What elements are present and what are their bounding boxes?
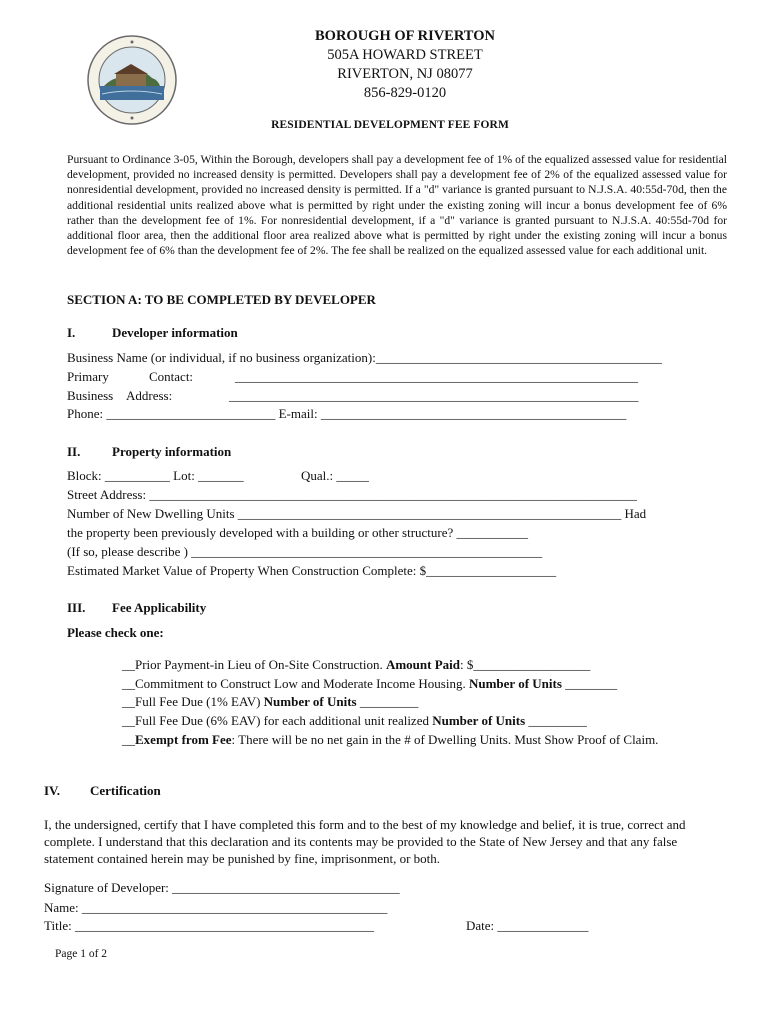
fee-option-full-fee-1pct[interactable]: __Full Fee Due (1% EAV) Number of Units _________ [122, 694, 419, 709]
business-address-field[interactable]: _______________________________________________________________ [229, 388, 639, 403]
fee-option-prior-payment[interactable]: __Prior Payment-in Lieu of On-Site Construction. Amount Paid: $__________________ [122, 657, 591, 672]
developer-section-heading: Developer information [112, 325, 238, 340]
signature-field[interactable]: Signature of Developer: ___________________________________ [44, 880, 400, 895]
dwelling-units-field[interactable]: Number of New Dwelling Units ___________________________________________________________ Had [67, 506, 647, 521]
describe-field[interactable]: (If so, please describe ) ______________________________________________________ [67, 544, 543, 559]
borough-name: BOROUGH OF RIVERTON [315, 28, 495, 44]
market-value-field[interactable]: Estimated Market Value of Property When Construction Complete: $____________________ [67, 563, 557, 578]
borough-seal-logo [86, 34, 178, 126]
property-section-number: II. [67, 444, 81, 459]
borough-street: 505A HOWARD STREET [327, 47, 483, 63]
name-field[interactable]: Name: _______________________________________________ [44, 900, 388, 915]
address-label-a: Business [67, 388, 114, 403]
borough-phone: 856-829-0120 [363, 85, 447, 101]
title-field[interactable]: Title: ______________________________________________ [44, 918, 374, 933]
fee-section-heading: Fee Applicability [112, 600, 207, 615]
primary-label-a: Primary [67, 369, 109, 384]
fee-option-commitment[interactable]: __Commitment to Construct Low and Moderate Income Housing. Number of Units ________ [122, 676, 618, 691]
date-field[interactable]: Date: ______________ [466, 918, 589, 933]
fee-option-exempt[interactable]: __Exempt from Fee: There will be no net gain in the # of Dwelling Units. Must Show Proof of Claim. [122, 732, 659, 747]
property-section-heading: Property information [112, 444, 232, 459]
form-title: RESIDENTIAL DEVELOPMENT FEE FORM [271, 119, 509, 131]
fee-section-number: III. [67, 600, 86, 615]
cert-section-number: IV. [44, 783, 61, 798]
street-address-field[interactable]: Street Address: ___________________________________________________________________________ [67, 487, 637, 502]
business-name-field[interactable]: Business Name (or individual, if no business organization):____________________________________________ [67, 350, 662, 365]
check-one-label: Please check one: [67, 625, 164, 640]
page-number: Page 1 of 2 [55, 948, 108, 960]
primary-contact-field[interactable]: ______________________________________________________________ [235, 369, 638, 384]
primary-label-b: Contact: [149, 369, 194, 384]
fee-option-full-fee-6pct[interactable]: __Full Fee Due (6% EAV) for each additional unit realized Number of Units _________ [122, 713, 587, 728]
qual-field[interactable]: Qual.: _____ [301, 468, 369, 483]
developer-section-number: I. [67, 325, 76, 340]
cert-section-heading: Certification [90, 783, 161, 798]
block-lot-field[interactable]: Block: __________ Lot: _______ [67, 468, 244, 483]
section-a-heading: SECTION A: TO BE COMPLETED BY DEVELOPER [67, 292, 376, 307]
certification-text: I, the undersigned, certify that I have completed this form and to the best of my knowledge and belief, it is true, correct and complete. I understand that this declaration and its contents may be provided to the State of New Jersey and that any false statement contained herein may be punished by fine, imprisonment, or both. [44, 817, 686, 866]
phone-email-field[interactable]: Phone: __________________________ E-mail: _______________________________________________ [67, 406, 627, 421]
previously-developed-field[interactable]: the property been previously developed with a building or other structure? ___________ [67, 525, 529, 540]
intro-paragraph: Pursuant to Ordinance 3-05, Within the Borough, developers shall pay a development fee of 1% of the equalized assessed value for residential development, provided no increased density is permitted. Developers shall pay a development fee of 2% of the equalized assessed value for nonresidential development, provided no increased density is permitted. If a "d" variance is granted pursuant to N.J.S.A. 40:55d-70d, then the additional residential units realized above what is permitted by right under the existing zoning will incur a bonus development fee of 6% rather than the development fee of 1%. For nonresidential development, if a "d" variance is granted pursuant to N.J.S.A. 40:55d-70d for additional floor area, then the additional floor area realized above what is permitted by right under the existing zoning will incur a bonus development fee of 6% than the development fee of 2%. The fee shall be realized on the equalized assessed value for each additional unit. [67, 153, 727, 258]
borough-city: RIVERTON, NJ 08077 [337, 66, 473, 82]
address-label-b: Address: [126, 388, 173, 403]
